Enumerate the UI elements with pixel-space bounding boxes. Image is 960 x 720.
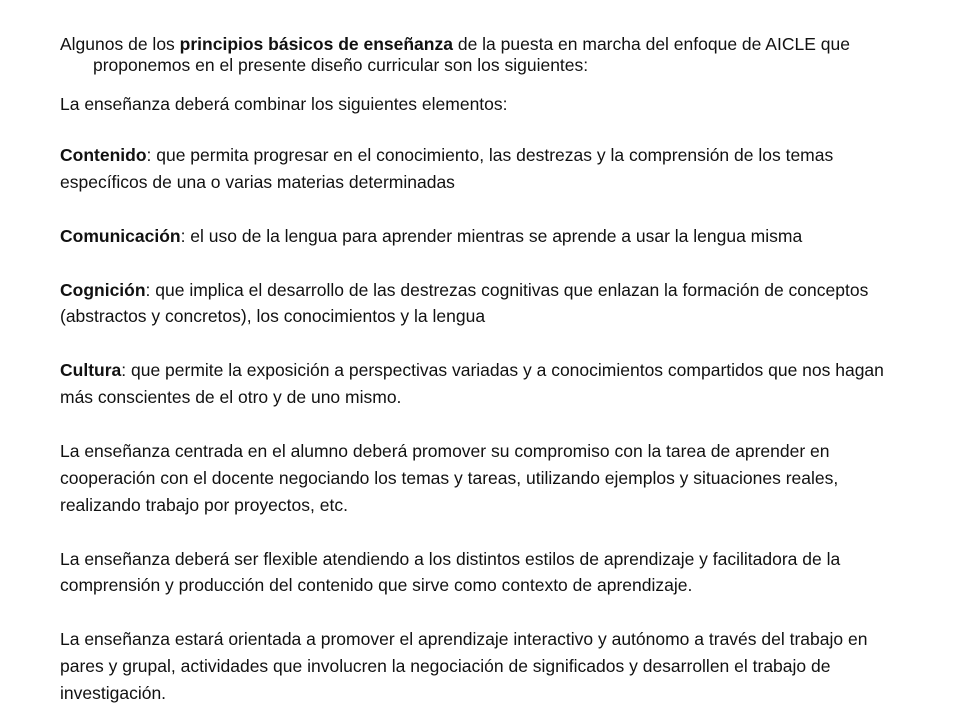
element-comunicacion: [60, 223, 912, 250]
element-description: : que implica el desarrollo de las destrezas cognitivas que enlazan la formación de conceptos (abstractos y concretos), los conocimientos y la lengua: [60, 279, 869, 327]
element-cultura: [60, 357, 912, 411]
paragraph-interactive: La enseñanza estará orientada a promover el aprendizaje interactivo y autónomo a través del trabajo en pares y grupal, actividades que involucren la negociación de significados y desarrollen el trabajo de investigación.: [60, 629, 868, 704]
element-description: : que permita progresar en el conocimiento, las destrezas y la comprensión de los temas específicos de una o varias materias determinadas: [60, 145, 834, 192]
body-block: [60, 142, 912, 707]
intro-paragraph: [60, 34, 938, 76]
element-term: Contenido: [60, 145, 147, 165]
element-contenido: [60, 142, 912, 196]
element-term: Comunicación: [60, 225, 181, 246]
element-cognicion: [60, 277, 912, 331]
element-description: : que permite la exposición a perspectivas variadas y a conocimientos compartidos que nos hagan más conscientes de el otro y de uno mismo.: [60, 360, 884, 408]
element-term: Cognición: [60, 279, 146, 300]
paragraph-student-centered: La enseñanza centrada en el alumno deberá promover su compromiso con la tarea de aprender en cooperación con el docente negociando los temas y tareas, utilizando ejemplos y situaciones reales, realizando trabajo por proyectos, etc.: [60, 440, 839, 515]
intro-prefix: Algunos de los: [60, 34, 180, 54]
lead-sentence: La enseñanza deberá combinar los siguientes elementos:: [60, 94, 508, 114]
element-term: Cultura: [60, 360, 122, 381]
intro-suffix: de la puesta en marcha del enfoque de AICLE que proponemos en el presente diseño curricular son los siguientes:: [93, 34, 850, 75]
paragraph-flexible: La enseñanza deberá ser flexible atendiendo a los distintos estilos de aprendizaje y facilitadora de la comprensión y producción del contenido que sirve como contexto de aprendizaje.: [60, 548, 841, 596]
intro-bold-phrase: principios básicos de enseñanza: [179, 34, 453, 54]
element-description: : el uso de la lengua para aprender mientras se aprende a usar la lengua misma: [180, 225, 803, 246]
